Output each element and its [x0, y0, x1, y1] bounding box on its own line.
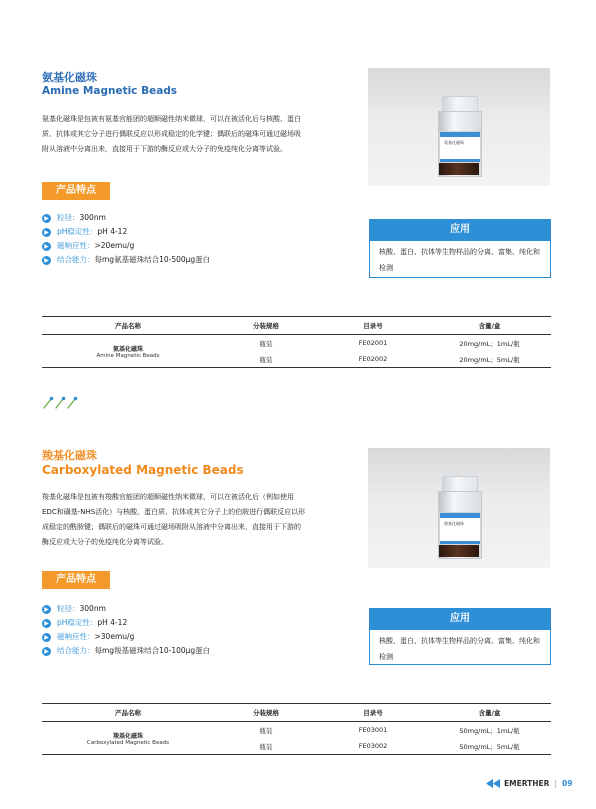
triangle-bullet-icon: ▶ [42, 214, 51, 223]
application-title: 应用 [369, 608, 551, 629]
table-cell: 50mg/mL；1mL/瓶 [459, 726, 520, 735]
product-name-cn: 羧基化磁珠 [112, 732, 143, 740]
product-name-en: Carboxylated Magnetic Beads [86, 739, 170, 746]
feature-value: 每mg羧基磁珠结合10-100μg蛋白 [94, 646, 211, 655]
table-header: 分装规格 [214, 317, 318, 335]
section2-description [42, 490, 358, 550]
section2-title-en: Carboxylated Magnetic Beads [42, 463, 244, 477]
table-header: 目录号 [318, 317, 428, 335]
feature-key: pH稳定性 [57, 618, 90, 627]
product-image-amine [368, 68, 550, 186]
table-row [42, 722, 551, 739]
triangle-bullet-icon: ▶ [42, 242, 51, 251]
feature-value: 300nm [79, 213, 106, 222]
triangle-bullet-icon: ▶ [42, 228, 51, 237]
feature-item: ▶ 结合能力 ： 每mg氨基磁珠结合10-500μg蛋白 [42, 253, 342, 267]
product-table-amine [42, 316, 551, 368]
feature-key: 磁响应性 [57, 241, 87, 250]
feature-item: ▶ pH稳定性 ： pH 4-12 [42, 616, 342, 630]
bottle-label [439, 131, 481, 163]
table-cell: 瓶装 [214, 351, 318, 368]
table-cell: 瓶装 [214, 738, 318, 755]
application-text: 核酸、蛋白、抗体等生物样品的分离、富集、纯化和检测 [369, 240, 551, 278]
feature-item: ▶ 磁响应性 ： >30emu/g [42, 630, 342, 644]
description-line: 氨基化磁珠是包被有氨基官能团的超顺磁性纳米微球，可以在被活化后与核酸、蛋白 [42, 115, 301, 123]
features-badge: 产品特点 [42, 182, 110, 200]
table-header: 分装规格 [214, 704, 318, 722]
description-line: 羧基化磁珠是包被有羧酸官能团的超顺磁性纳米微球，可以在被活化后（例如使用 [42, 493, 294, 501]
bottle-label-text: 氨基化磁珠 [444, 140, 464, 145]
feature-item: ▶ 磁响应性 ： >20emu/g [42, 239, 342, 253]
feature-item: ▶ 结合能力 ： 每mg羧基磁珠结合10-100μg蛋白 [42, 644, 342, 658]
table-header: 产品名称 [42, 704, 214, 722]
table-cell: 20mg/mL；5mL/瓶 [428, 351, 551, 368]
double-arrow-left-icon [486, 779, 500, 788]
triangle-bullet-icon: ▶ [42, 619, 51, 628]
product-table-carboxyl [42, 703, 551, 755]
table-cell: 瓶装 [259, 339, 273, 348]
table-cell: 瓶装 [259, 726, 273, 735]
feature-value: pH 4-12 [97, 618, 128, 627]
application-title: 应用 [369, 219, 551, 240]
table-row [42, 335, 551, 352]
page-footer [486, 779, 572, 788]
application-text: 核酸、蛋白、抗体等生物样品的分离、富集、纯化和检测 [369, 629, 551, 665]
description-line: EDC和磺基-NHS活化）与核酸、蛋白质、抗体或其它分子上的伯胺进行偶联反应以形 [42, 508, 306, 516]
pipette-divider [42, 395, 82, 409]
triangle-bullet-icon: ▶ [42, 605, 51, 614]
footer-separator: | [554, 779, 557, 788]
feature-item: ▶ 粒径 ： 300nm [42, 602, 342, 616]
table-cell: FE02001 [358, 339, 388, 347]
features-list [42, 602, 342, 658]
product-name-cn: 氨基化磁珠 [112, 345, 143, 353]
table-header-row [42, 317, 551, 335]
table-cell: FE02002 [318, 351, 428, 368]
footer-brand: EMERTHER [504, 779, 550, 788]
section1-title-en: Amine Magnetic Beads [42, 85, 178, 97]
feature-key: 结合能力 [57, 255, 87, 264]
bottle-label-text: 羧基化磁珠 [444, 521, 464, 526]
section1-description [42, 112, 358, 157]
feature-value: >20emu/g [94, 241, 135, 250]
feature-key: 粒径 [57, 213, 72, 222]
triangle-bullet-icon: ▶ [42, 647, 51, 656]
feature-key: pH稳定性 [57, 227, 90, 236]
table-cell: FE03001 [358, 726, 388, 734]
product-name-cell [42, 722, 214, 755]
product-image-carboxyl [368, 448, 550, 568]
product-name-cell [42, 335, 214, 368]
table-cell: 20mg/mL；1mL/瓶 [459, 339, 520, 348]
feature-value: 每mg氨基磁珠结合10-500μg蛋白 [94, 255, 211, 264]
table-header: 含量/盒 [428, 317, 551, 335]
feature-item: ▶ 粒径 ： 300nm [42, 211, 342, 225]
description-line: 质、抗体或其它分子进行偶联反应以形成稳定的化学键；偶联后的磁珠可通过磁场吸 [42, 130, 301, 138]
section2-title-cn: 羧基化磁珠 [42, 449, 97, 462]
feature-value: >30emu/g [94, 632, 135, 641]
feature-key: 粒径 [57, 604, 72, 613]
features-badge: 产品特点 [42, 571, 110, 589]
triangle-bullet-icon: ▶ [42, 633, 51, 642]
description-line: 附从溶液中分离出来，直接用于下游的酶反应或大分子的免疫纯化分离等试验。 [42, 145, 287, 153]
description-line: 酶反应或大分子的免疫纯化分离等试验。 [42, 538, 168, 546]
table-cell: 50mg/mL；5mL/瓶 [428, 738, 551, 755]
table-header: 目录号 [318, 704, 428, 722]
feature-item: ▶ pH稳定性 ： pH 4-12 [42, 225, 342, 239]
table-header-row [42, 704, 551, 722]
feature-key: 结合能力 [57, 646, 87, 655]
table-header: 含量/盒 [428, 704, 551, 722]
product-name-en: Amine Magnetic Beads [96, 352, 160, 359]
description-line: 成稳定的酰胺键；偶联后的磁珠可通过磁场吸附从溶液中分离出来，直接用于下游的 [42, 523, 301, 531]
table-cell: FE03002 [318, 738, 428, 755]
table-header: 产品名称 [42, 317, 214, 335]
feature-value: pH 4-12 [97, 227, 128, 236]
feature-value: 300nm [79, 604, 106, 613]
page-number: 09 [561, 779, 573, 788]
triangle-bullet-icon: ▶ [42, 256, 51, 265]
pipette-icon [42, 396, 82, 410]
feature-key: 磁响应性 [57, 632, 87, 641]
features-list [42, 211, 342, 267]
bottle-label [439, 512, 481, 545]
section1-title-cn: 氨基化磁珠 [42, 71, 97, 84]
